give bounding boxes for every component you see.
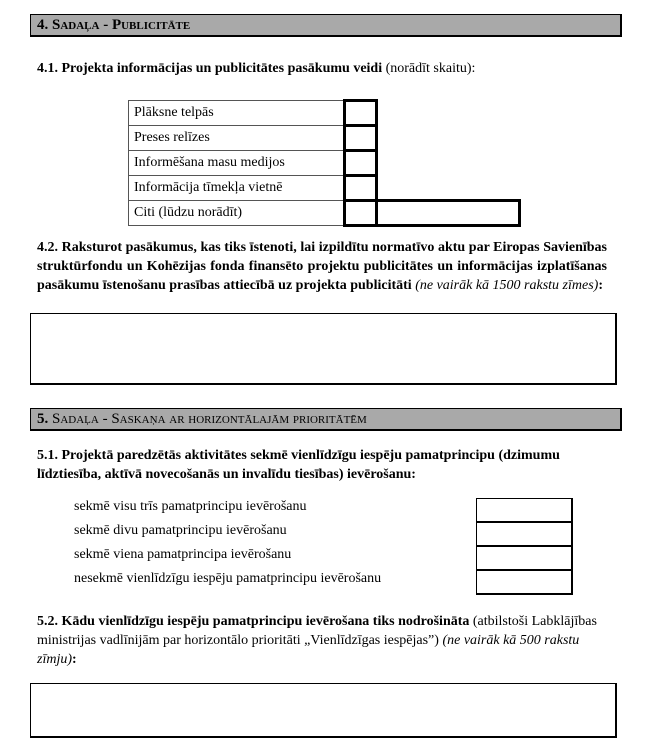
question-label: 4.2. Raksturot pasākumus, kas tiks īstenoti, lai izpildītu normatīvo aktu par Eiropas Savienības struktūrfondu un Kohēzijas fonda finansēto projektu publicitātes un informācijas izplatīšanas pasākumu īstenošanu prasības attiecībā uz projekta publicitāti bbox=[37, 240, 607, 293]
equal-opportunity-input[interactable] bbox=[30, 683, 617, 738]
section-number: 5. bbox=[37, 411, 49, 427]
section-title: Sadaļa - Publicitāte bbox=[52, 17, 191, 33]
row-label: Plāksne telpās bbox=[129, 101, 345, 126]
question-limit: (ne vairāk kā 500 rakstu zīmju) bbox=[37, 633, 580, 667]
question-label: 5.2. Kādu vienlīdzīgu iespēju pamatprincipu ievērošana tiks nodrošināta bbox=[37, 614, 470, 629]
option-label: sekmē viena pamatprincipa ievērošanu bbox=[74, 547, 292, 562]
table-row bbox=[129, 151, 520, 176]
question-label: 5.1. Projektā paredzētās aktivitātes sekmē vienlīdzīgu iespēju pamatprincipu (dzimumu līdztiesība, aktīvā novecošanās un invalīdu tiesības) ievērošanu: bbox=[37, 448, 560, 482]
question-4-2 bbox=[37, 238, 607, 295]
count-input[interactable] bbox=[345, 176, 377, 201]
section-number: 4. bbox=[37, 17, 49, 33]
colon: : bbox=[72, 652, 77, 667]
count-input[interactable] bbox=[345, 201, 377, 226]
row-label: Preses relīzes bbox=[129, 126, 345, 151]
option-label: sekmē visu trīs pamatprincipu ievērošanu bbox=[74, 499, 307, 514]
colon: : bbox=[598, 278, 604, 293]
option-checkbox[interactable] bbox=[476, 522, 573, 546]
publicity-description-input[interactable] bbox=[30, 313, 617, 385]
row-label: Informācija tīmekļa vietnē bbox=[129, 176, 345, 201]
table-row bbox=[129, 176, 520, 201]
question-4-1 bbox=[37, 59, 607, 78]
question-label: 4.1. Projekta informācijas un publicitātes pasākumu veidi bbox=[37, 61, 383, 76]
question-hint: (norādīt skaitu): bbox=[382, 61, 476, 76]
count-input[interactable] bbox=[345, 151, 377, 176]
section-5-header bbox=[30, 408, 622, 431]
count-input[interactable] bbox=[345, 126, 377, 151]
question-5-1 bbox=[37, 446, 607, 484]
row-label: Informēšana masu medijos bbox=[129, 151, 345, 176]
question-5-2 bbox=[37, 612, 597, 669]
option-checkbox[interactable] bbox=[476, 546, 573, 570]
other-specify-input[interactable] bbox=[377, 201, 520, 226]
publicity-types-table bbox=[128, 99, 521, 227]
table-row bbox=[129, 101, 520, 126]
table-row bbox=[129, 126, 520, 151]
option-checkbox[interactable] bbox=[476, 498, 573, 522]
question-hint: (atbilstoši Labklājības ministrijas vadlīnijām par horizontālo prioritāti „Vienlīdzīgas iespējas”) bbox=[37, 614, 597, 648]
section-title: Sadaļa - Saskaņa ar horizontālajām prioritātēm bbox=[52, 411, 367, 427]
question-limit: (ne vairāk kā 1500 rakstu zīmes) bbox=[415, 278, 599, 293]
count-input[interactable] bbox=[345, 101, 377, 126]
section-4-header bbox=[30, 14, 622, 37]
option-label: nesekmē vienlīdzīgu iespēju pamatprincipu ievērošanu bbox=[74, 571, 382, 586]
option-label: sekmē divu pamatprincipu ievērošanu bbox=[74, 523, 287, 538]
row-label: Citi (lūdzu norādīt) bbox=[129, 201, 345, 226]
option-checkbox[interactable] bbox=[476, 570, 573, 595]
table-row bbox=[129, 201, 520, 226]
